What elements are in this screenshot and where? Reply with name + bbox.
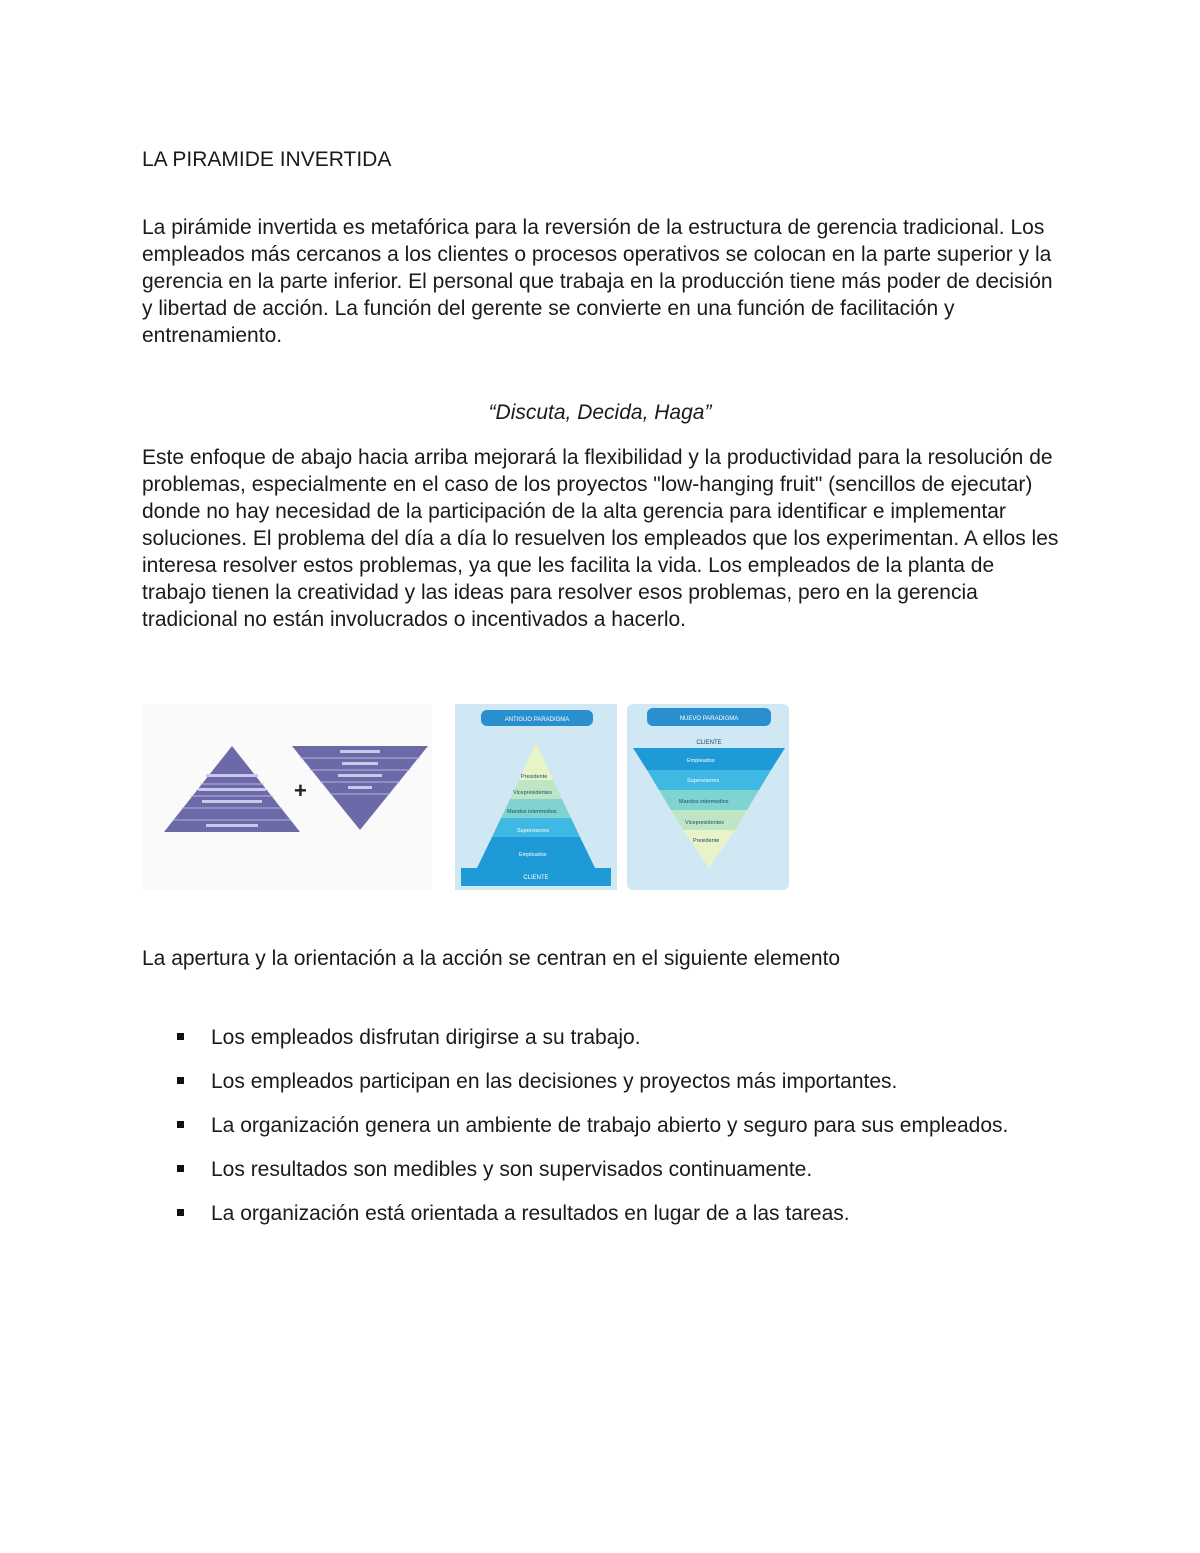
new-paradigm-header: NUEVO PARADIGMA (679, 716, 739, 722)
paragraph-approach: Este enfoque de abajo hacia arriba mejorará la flexibilidad y la productividad para la resolución de problemas, especialmente en el caso de los proyectos "low-hanging fruit" (sencillos de ejecutar) donde no hay necesidad de la participación de la alta gerencia para identificar e implementar soluciones. El problema del día a día lo resuelven los empleados que los experimentan. A ellos les interesa resolver estos problemas, ya que les facilita la vida. Los empleados de la planta de trabajo tienen la creatividad y las ideas para resolver esos problemas, pero en la gerencia tradicional no están involucrados o incentivados a hacerlo. (142, 446, 1059, 631)
list-item (175, 1104, 1035, 1148)
new-level-3: Mandos intermedios (679, 799, 729, 805)
new-level-5: Presidente (693, 838, 720, 844)
list-item-text: Los empleados participan en las decisiones y proyectos más importantes. (211, 1070, 898, 1093)
new-level-4: Vicepresidentes (685, 820, 725, 826)
old-level-2: Vicepresidentes (513, 790, 553, 796)
old-level-1: Presidente (521, 774, 548, 780)
paragraph-elements-intro: La apertura y la orientación a la acción se centran en el siguiente elemento (142, 947, 841, 970)
list-item-text: La organización genera un ambiente de trabajo abierto y seguro para sus empleados. (211, 1114, 1009, 1137)
old-level-4: Supervisores (517, 828, 550, 834)
paragraph-intro: La pirámide invertida es metafórica para la reversión de la estructura de gerencia tradicional. Los empleados más cercanos a los clientes o procesos operativos se colocan en la parte superior y la gerencia en la parte inferior. El personal que trabaja en la producción tiene más poder de decisión y libertad de acción. La función del gerente se convierte en una función de facilitación y entrenamiento. (142, 216, 1053, 347)
new-top-client: CLIENTE (696, 740, 722, 746)
figures-row (142, 704, 792, 890)
list-item-text: Los empleados disfrutan dirigirse a su trabajo. (211, 1026, 641, 1049)
document-title: LA PIRAMIDE INVERTIDA (142, 148, 392, 171)
figure-new-paradigm (627, 704, 789, 890)
plus-sign: + (294, 778, 307, 803)
new-level-1: Empleados (687, 758, 715, 764)
new-level-2: Supervisores (687, 778, 720, 784)
square-bullet-icon (177, 1121, 184, 1128)
old-level-3: Mandos intermedios (507, 809, 557, 815)
old-footer-client: CLIENTE (523, 875, 549, 881)
list-item (175, 1192, 1035, 1236)
list-item-text: Los resultados son medibles y son supervisados continuamente. (211, 1158, 813, 1181)
square-bullet-icon (177, 1209, 184, 1216)
bullet-list (175, 1016, 1035, 1236)
old-paradigm-header: ANTIGUO PARADIGMA (504, 717, 570, 723)
square-bullet-icon (177, 1033, 184, 1040)
list-item (175, 1016, 1035, 1060)
list-item (175, 1060, 1035, 1104)
quote-line: “Discuta, Decida, Haga” (488, 401, 712, 424)
square-bullet-icon (177, 1165, 184, 1172)
square-bullet-icon (177, 1077, 184, 1084)
list-item (175, 1148, 1035, 1192)
list-item-text: La organización está orientada a resultados en lugar de a las tareas. (211, 1202, 850, 1225)
figure-pyramid-plus-inverted (142, 704, 432, 890)
figure-old-paradigm (455, 704, 617, 890)
old-level-5: Empleados (519, 852, 547, 858)
